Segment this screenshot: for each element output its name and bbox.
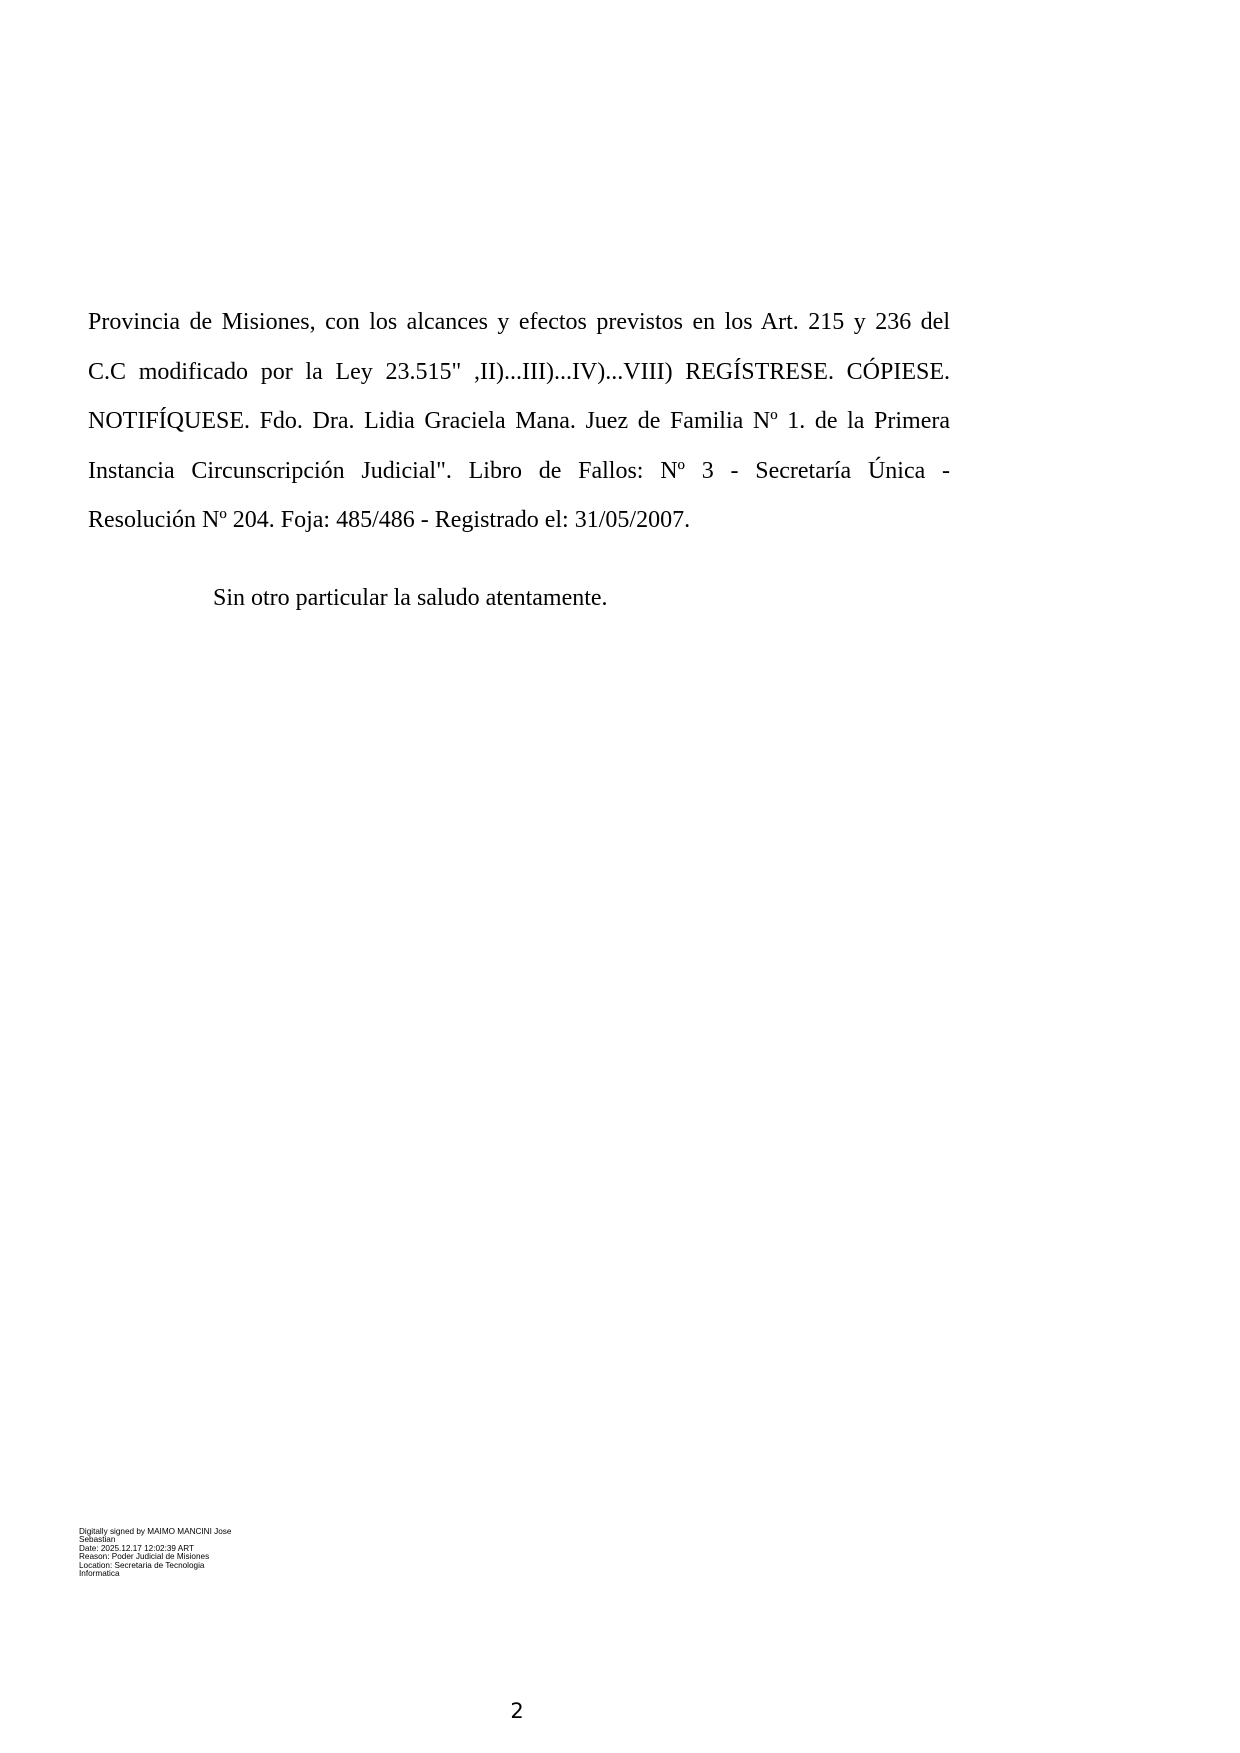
signature-line: Reason: Poder Judicial de Misiones	[79, 1552, 210, 1562]
closing-salutation: Sin otro particular la saludo atentamente.	[213, 585, 608, 611]
paragraph-line: Resolución Nº 204. Foja: 485/486 - Registrado el: 31/05/2007.	[88, 507, 691, 533]
body-paragraph	[88, 298, 950, 546]
signature-line: Informatica	[79, 1569, 120, 1579]
digital-signature-block	[79, 1528, 231, 1578]
paragraph-line: Instancia Circunscripción Judicial". Libro de Fallos: Nº 3 - Secretaría Única -	[88, 457, 950, 484]
paragraph-line: NOTIFÍQUESE. Fdo. Dra. Lidia Graciela Mana. Juez de Familia Nº 1. de la Primera	[88, 408, 950, 434]
signature-line: Digitally signed by MAIMO MANCINI Jose	[79, 1527, 232, 1536]
paragraph-line: Provincia de Misiones, con los alcances y efectos previstos en los Art. 215 y 236 del	[88, 309, 950, 335]
signature-line: Location: Secretaria de Tecnologia	[79, 1560, 205, 1570]
paragraph-line: C.C modificado por la Ley 23.515" ,II)...III)...IV)...VIII) REGÍSTRESE. CÓPIESE.	[88, 358, 950, 385]
signature-line: Date: 2025.12.17 12:02:39 ART	[79, 1543, 195, 1553]
page-number: 2	[510, 1699, 524, 1723]
signature-line: Sebastian	[79, 1535, 116, 1545]
